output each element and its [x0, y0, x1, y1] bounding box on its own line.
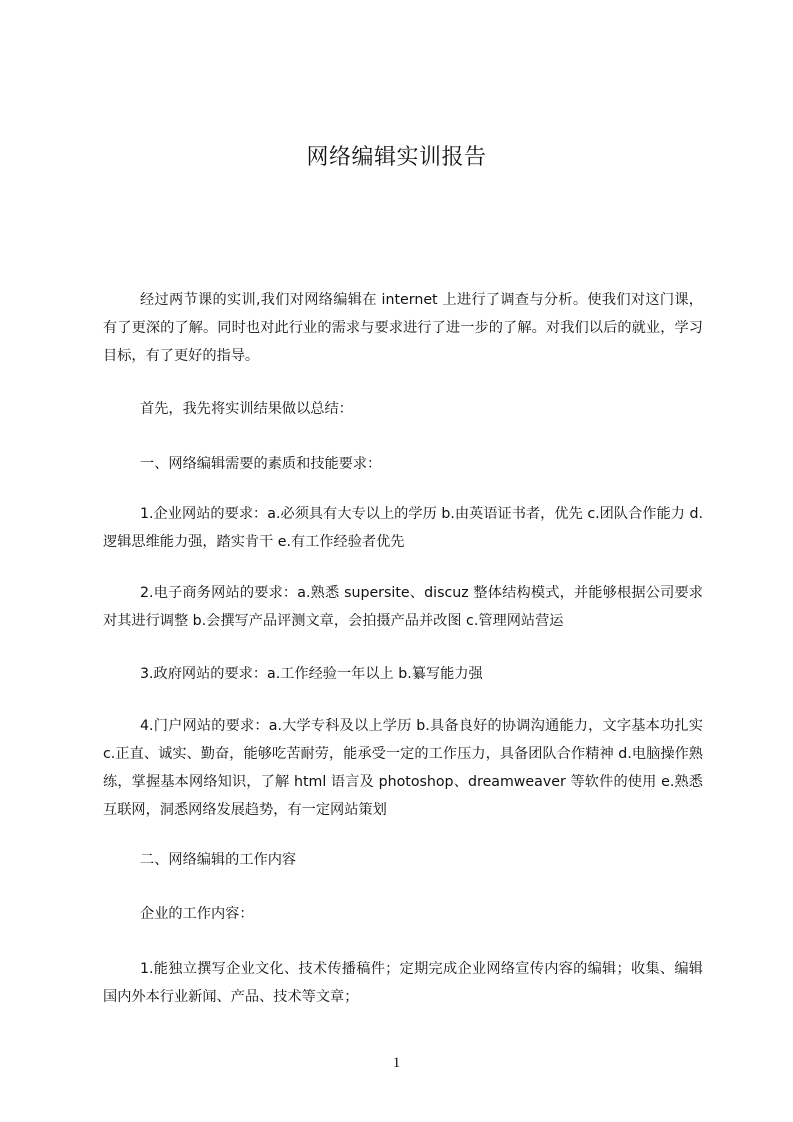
requirement-government: 3.政府网站的要求：a.工作经验一年以上 b.纂写能力强: [140, 666, 483, 682]
page-number: 1: [392, 1055, 401, 1071]
requirement-enterprise: 1.企业网站的要求：a.必须具有大专以上的学历 b.由英语证书者，优先 c.团队合作能力 d.逻辑思维能力强，踏实肯干 e.有工作经验者优先: [103, 506, 703, 550]
section-heading-1: 一、网络编辑需要的素质和技能要求：: [140, 456, 382, 472]
work-item-1: 1.能独立撰写企业文化、技术传播稿件；定期完成企业网络宣传内容的编辑；收集、编辑国内外本行业新闻、产品、技术等文章；: [103, 961, 703, 1005]
document-title: 网络编辑实训报告: [306, 145, 487, 170]
requirement-portal: 4.门户网站的要求：a.大学专科及以上学历 b.具备良好的协调沟通能力，文字基本功扎实 c.正直、诚实、勤奋，能够吃苦耐劳，能承受一定的工作压力，具备团队合作精神 d.电脑操作熟练，掌握基本网络知识，了解 html 语言及 photoshop、dreamweaver 等软件的使用 e.熟悉互联网，洞悉网络发展趋势，有一定网站策划: [103, 718, 703, 818]
requirement-ecommerce: 2.电子商务网站的要求：a.熟悉 supersite、discuz 整体结构模式，并能够根据公司要求对其进行调整 b.会撰写产品评测文章，会拍摄产品并改图 c.管理网站营运: [103, 585, 703, 629]
enterprise-work-heading: 企业的工作内容：: [140, 906, 254, 922]
intro-paragraph: 经过两节课的实训,我们对网络编辑在 internet 上进行了调查与分析。使我们对这门课，有了更深的了解。同时也对此行业的需求与要求进行了进一步的了解。对我们以后的就业，学习目标，有了更好的指导。: [103, 292, 703, 364]
section-heading-2: 二、网络编辑的工作内容: [140, 852, 297, 868]
summary-intro-paragraph: 首先，我先将实训结果做以总结：: [140, 401, 353, 417]
